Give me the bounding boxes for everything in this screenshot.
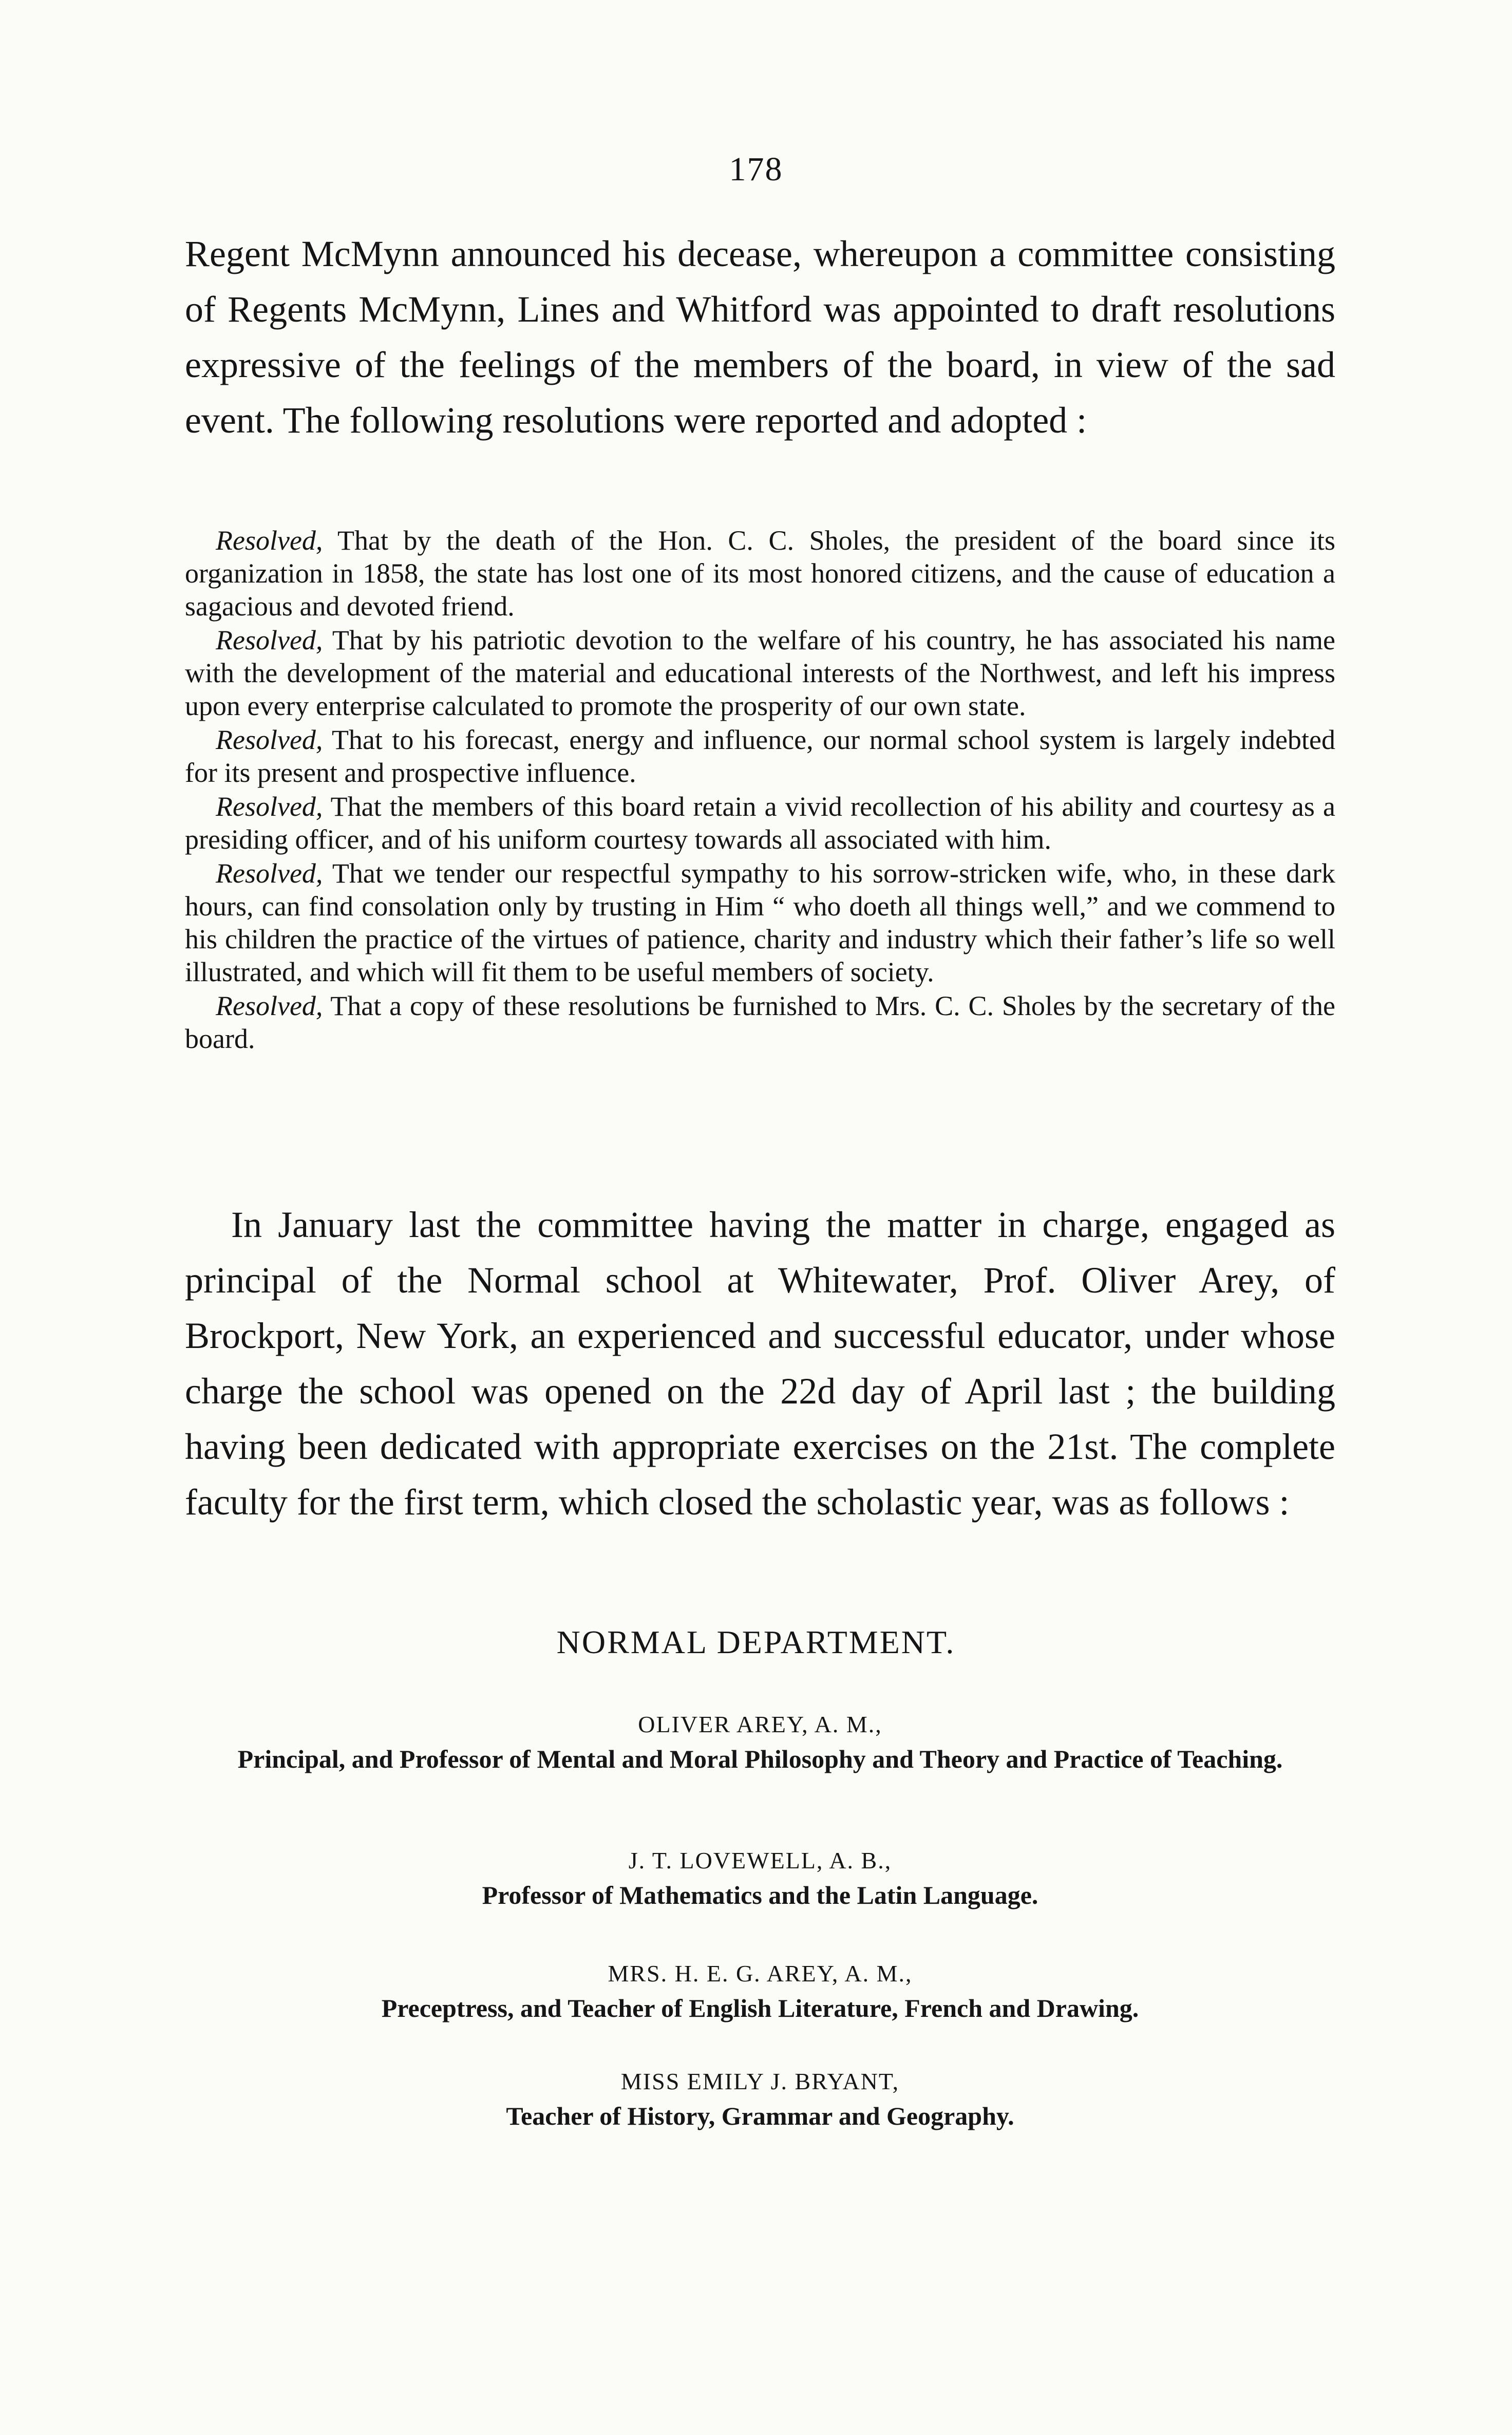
faculty-entry — [185, 1708, 1335, 1777]
resolution — [185, 989, 1335, 1055]
resolution-text: That by his patriotic devotion to the welfare of his country, he has associated his name with the development of the material and educational interests of the Northwest, and left his impress upon every enterprise calculated to promote the prosperity of our own state. — [185, 625, 1335, 721]
faculty-title: Professor of Mathematics and the Latin Language. — [482, 1881, 1038, 1909]
resolution-text: That a copy of these resolutions be furnished to Mrs. C. C. Sholes by the secretary of the board. — [185, 990, 1335, 1054]
faculty-intro-paragraph: In January last the committee having the matter in charge, engaged as principal of the Normal school at Whitewater, Prof. Oliver Arey, of Brockport, New York, an experienced and successful educator, under whose charge the school was opened on the 22d day of April last ; the building having been dedicated with appropriate exercises on the 21st. The complete faculty for the first term, which closed the scholastic year, was as follows : — [185, 1204, 1335, 1523]
page-number: 178 — [729, 151, 783, 188]
resolution-label: Resolved, — [216, 791, 323, 822]
resolution — [185, 857, 1335, 988]
resolution — [185, 723, 1335, 789]
opening-paragraph: Regent McMynn announced his decease, whereupon a committee consisting of Regents McMynn, Lines and Whitford was appointed to draft resolutions expressive of the feelings of the members of the board, in view of the sad event. The following resolutions were reported and adopted : — [185, 233, 1335, 441]
resolution-label: Resolved, — [216, 858, 323, 889]
faculty-name: MRS. H. E. G. AREY, A. M., — [608, 1960, 913, 1987]
resolution-label: Resolved, — [216, 625, 323, 655]
resolutions-block — [185, 524, 1335, 1056]
resolution-text: That we tender our respectful sympathy to his sorrow-stricken wife, who, in these dark hours, can find consolation only by trusting in Him “ who doeth all things well,” and we commend to his children the practice of the virtues of patience, charity and industry which their father’s life so well illustrated, and which will fit them to be useful members of society. — [185, 858, 1335, 987]
resolution-text: That the members of this board retain a vivid recollection of his ability and courtesy as a presiding officer, and of his uniform courtesy towards all associated with him. — [185, 791, 1335, 855]
resolution-label: Resolved, — [216, 724, 323, 755]
faculty-title: Preceptress, and Teacher of English Literature, French and Drawing. — [381, 1994, 1139, 2022]
resolution — [185, 624, 1335, 722]
faculty-title: Principal, and Professor of Mental and Moral Philosophy and Theory and Practice of Teaching. — [237, 1745, 1283, 1773]
resolution-text: That to his forecast, energy and influence, our normal school system is largely indebted for its present and prospective influence. — [185, 724, 1335, 788]
faculty-entry — [185, 1957, 1335, 2026]
resolution-label: Resolved, — [216, 525, 323, 556]
department-heading: NORMAL DEPARTMENT. — [556, 1624, 956, 1660]
faculty-entry — [185, 2065, 1335, 2134]
faculty-entry — [185, 1844, 1335, 1913]
faculty-title: Teacher of History, Grammar and Geography. — [506, 2102, 1014, 2130]
resolution-label: Resolved, — [216, 990, 323, 1021]
resolution — [185, 524, 1335, 623]
faculty-name: OLIVER AREY, A. M., — [638, 1711, 882, 1737]
resolution — [185, 790, 1335, 856]
faculty-name: MISS EMILY J. BRYANT, — [620, 2068, 900, 2094]
faculty-name: J. T. LOVEWELL, A. B., — [628, 1847, 892, 1874]
resolution-text: That by the death of the Hon. C. C. Sholes, the president of the board since its organization in 1858, the state has lost one of its most honored citizens, and the cause of education a sagacious and devoted friend. — [185, 525, 1335, 622]
